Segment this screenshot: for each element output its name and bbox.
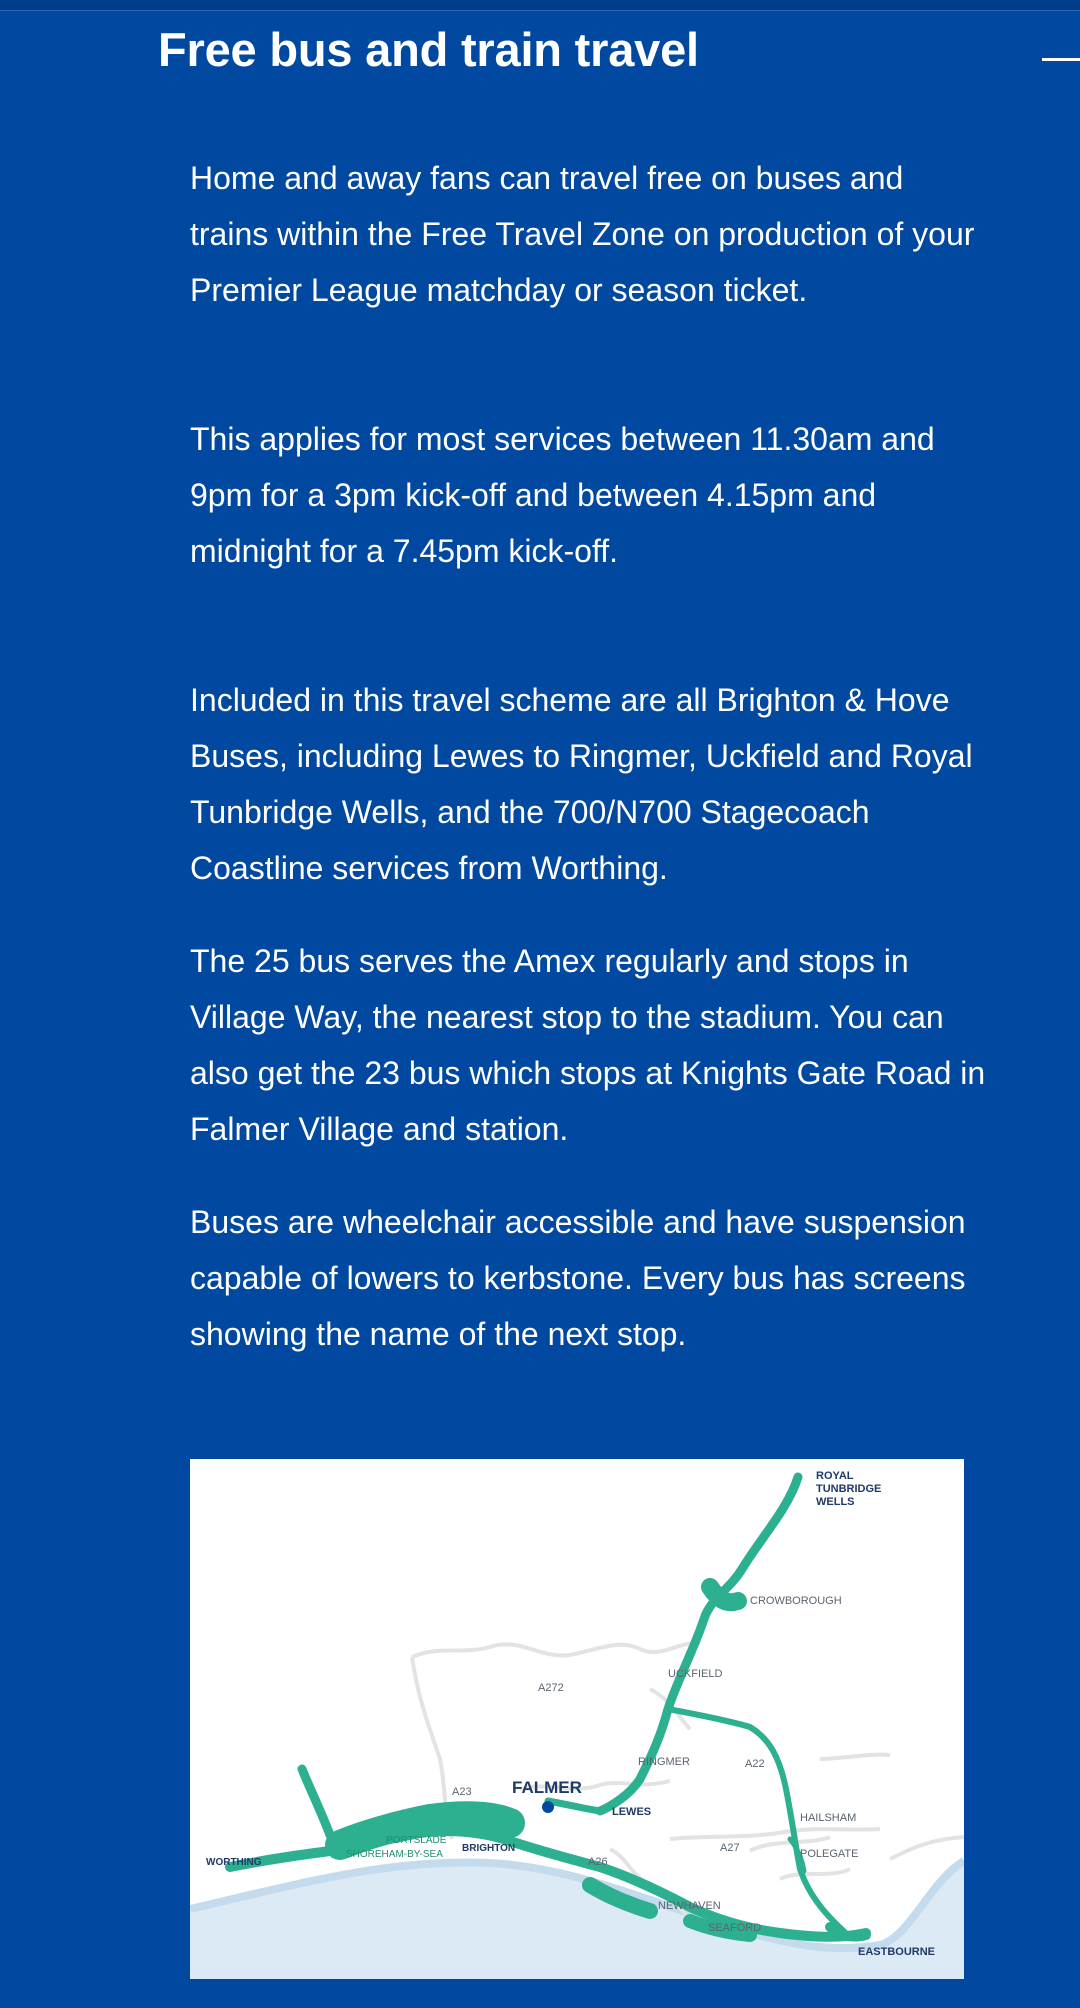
label-brighton: BRIGHTON [462,1843,516,1854]
label-tunbridge: TUNBRIDGE [816,1483,882,1495]
label-a272: A272 [538,1682,564,1694]
collapse-toggle[interactable] [1038,38,1080,80]
map-graphic [190,1459,964,1979]
travel-zone-map [190,1459,964,1979]
label-uckfield: UCKFIELD [668,1668,723,1680]
section-title: Free bus and train travel [158,23,699,76]
label-a27: A27 [720,1842,740,1854]
label-worthing: WORTHING [206,1857,262,1868]
label-falmer: FALMER [512,1778,582,1797]
paragraph-free-travel: Home and away fans can travel free on buses and trains within the Free Travel Zone on production of your Premier League matchday or season ticket. [190,160,975,308]
minus-icon [1042,58,1080,61]
label-polegate: POLEGATE [800,1848,859,1860]
label-ringmer: RINGMER [638,1756,690,1768]
paragraph-service-times: This applies for most services between 11.30am and 9pm for a 3pm kick-off and between 4.15pm and midnight for a 7.45pm kick-off. [190,421,935,569]
label-crowborough: CROWBOROUGH [750,1595,842,1607]
label-royal: ROYAL [816,1470,854,1482]
label-lewes: LEWES [612,1806,652,1818]
label-newhaven: NEWHAVEN [658,1900,721,1912]
paragraph-bus-routes: The 25 bus serves the Amex regularly and stops in Village Way, the nearest stop to the stadium. You can also get the 23 bus which stops at Knights Gate Road in Falmer Village and station. [190,943,986,1147]
falmer-stadium-dot [542,1801,554,1813]
label-a22: A22 [745,1758,765,1770]
label-shoreham: SHOREHAM-BY-SEA [346,1849,443,1860]
accordion-header[interactable] [0,10,1080,92]
label-wells: WELLS [816,1496,855,1508]
label-a26: A26 [588,1856,608,1868]
label-a23: A23 [452,1786,472,1798]
paragraph-accessibility: Buses are wheelchair accessible and have suspension capable of lowers to kerbstone. Every bus has screens showing the name of the next stop. [190,1204,966,1352]
label-portslade: PORTSLADE [386,1835,447,1846]
label-eastbourne: EASTBOURNE [858,1946,936,1958]
label-hailsham: HAILSHAM [800,1812,857,1824]
paragraph-included-services: Included in this travel scheme are all Brighton & Hove Buses, including Lewes to Ringmer, Uckfield and Royal Tunbridge Wells, and the 700/N700 Stagecoach Coastline services from Worthing. [190,682,973,886]
label-seaford: SEAFORD [708,1922,762,1934]
